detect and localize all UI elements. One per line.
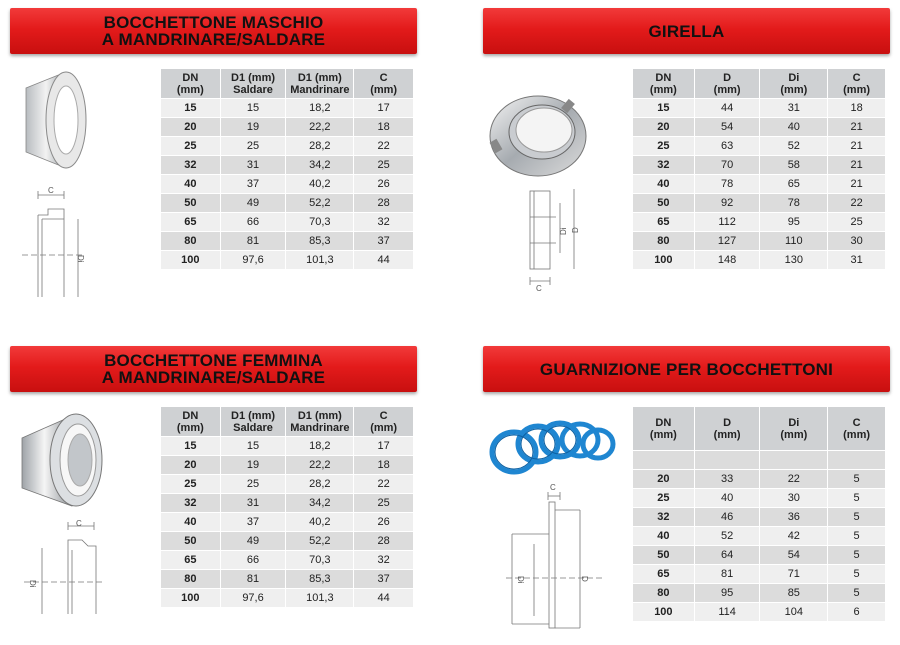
cell: 32	[633, 508, 695, 527]
nut-drawing-label-d: D	[571, 227, 580, 233]
cell: 40	[161, 175, 221, 194]
cell: 20	[161, 118, 221, 137]
cell: 17	[354, 437, 414, 456]
title-guarnizione: GUARNIZIONE PER BOCCHETTONI	[539, 359, 834, 379]
cell: 112	[694, 213, 760, 232]
cell: 50	[633, 546, 695, 565]
banner-maschio	[10, 8, 417, 54]
col-header-d: D (mm)	[694, 69, 760, 99]
table-row	[633, 451, 886, 470]
cell	[760, 451, 828, 470]
cell: 18	[354, 456, 414, 475]
cell: 5	[828, 584, 886, 603]
cell: 18	[828, 99, 886, 118]
table-row	[161, 232, 414, 251]
cell: 81	[220, 570, 286, 589]
col-header-d1-saldare: D1 (mm) Saldare	[220, 69, 286, 99]
cell: 17	[354, 99, 414, 118]
table-row	[161, 589, 414, 608]
cell: 32	[161, 494, 221, 513]
cell: 37	[220, 175, 286, 194]
cell: 52,2	[286, 194, 354, 213]
cell: 36	[760, 508, 828, 527]
table-row	[161, 137, 414, 156]
cell: 32	[354, 213, 414, 232]
cell: 44	[354, 589, 414, 608]
cell: 37	[354, 570, 414, 589]
nut-drawing	[516, 183, 586, 295]
cell: 5	[828, 489, 886, 508]
col-header-dn: DN (mm)	[633, 407, 695, 451]
cell: 65	[633, 213, 695, 232]
cell: 63	[694, 137, 760, 156]
table-row	[161, 532, 414, 551]
cell: 32	[354, 551, 414, 570]
col-header-dn: DN (mm)	[161, 69, 221, 99]
col-header-d1-mandrinare: D1 (mm) Mandrinare	[286, 69, 354, 99]
cell: 101,3	[286, 251, 354, 270]
cell: 50	[633, 194, 695, 213]
cell: 20	[633, 118, 695, 137]
table-femmina	[160, 406, 414, 608]
cell: 15	[220, 99, 286, 118]
table-row	[633, 137, 886, 156]
cell: 40	[633, 527, 695, 546]
cell: 22,2	[286, 118, 354, 137]
cell: 34,2	[286, 494, 354, 513]
cell: 40	[694, 489, 760, 508]
cell: 18	[354, 118, 414, 137]
male-drawing-label-di: Di	[76, 255, 85, 263]
cell: 52,2	[286, 532, 354, 551]
cell: 50	[161, 532, 221, 551]
cell: 19	[220, 118, 286, 137]
cell: 65	[633, 565, 695, 584]
cell: 66	[220, 551, 286, 570]
cell: 65	[760, 175, 828, 194]
cell: 110	[760, 232, 828, 251]
cell: 15	[161, 437, 221, 456]
female-ferrule-drawing	[22, 518, 104, 618]
cell: 21	[828, 175, 886, 194]
cell	[694, 451, 760, 470]
table-guarnizione	[632, 406, 886, 622]
cell: 42	[760, 527, 828, 546]
cell: 26	[354, 175, 414, 194]
table-row	[633, 156, 886, 175]
cell: 95	[760, 213, 828, 232]
cell: 37	[220, 513, 286, 532]
gasket-drawing	[506, 482, 606, 632]
cell: 97,6	[220, 251, 286, 270]
cell: 40	[161, 513, 221, 532]
male-ferrule-photo	[18, 68, 88, 176]
cell: 80	[161, 232, 221, 251]
cell: 26	[354, 513, 414, 532]
table-row	[633, 251, 886, 270]
cell: 85,3	[286, 232, 354, 251]
table-row	[633, 508, 886, 527]
cell: 78	[760, 194, 828, 213]
cell: 31	[828, 251, 886, 270]
cell: 30	[760, 489, 828, 508]
cell: 46	[694, 508, 760, 527]
cell: 44	[694, 99, 760, 118]
table-row	[633, 470, 886, 489]
col-header-dn: DN (mm)	[633, 69, 695, 99]
cell: 100	[161, 251, 221, 270]
table-maschio	[160, 68, 414, 270]
table-row	[633, 584, 886, 603]
table-row	[161, 456, 414, 475]
cell: 80	[161, 570, 221, 589]
cell: 31	[220, 156, 286, 175]
cell: 28	[354, 194, 414, 213]
cell: 31	[220, 494, 286, 513]
cell: 25	[220, 475, 286, 494]
cell: 100	[633, 603, 695, 622]
cell: 28,2	[286, 475, 354, 494]
table-row	[161, 475, 414, 494]
cell: 58	[760, 156, 828, 175]
table-row	[161, 513, 414, 532]
cell: 66	[220, 213, 286, 232]
gasket-drawing-label-c: C	[550, 483, 556, 492]
cell: 32	[161, 156, 221, 175]
table-row	[633, 99, 886, 118]
table-row	[633, 565, 886, 584]
female-drawing-label-di: Di	[28, 580, 37, 588]
male-drawing-label-c: C	[48, 186, 54, 195]
table-row	[161, 251, 414, 270]
cell: 5	[828, 508, 886, 527]
cell: 54	[694, 118, 760, 137]
cell: 15	[633, 99, 695, 118]
title-femmina: BOCCHETTONE FEMMINA A MANDRINARE/SALDARE	[101, 351, 326, 387]
cell: 40,2	[286, 513, 354, 532]
table-girella	[632, 68, 886, 270]
cell: 25	[220, 137, 286, 156]
cell: 28	[354, 532, 414, 551]
cell: 114	[694, 603, 760, 622]
cell: 40	[760, 118, 828, 137]
cell: 97,6	[220, 589, 286, 608]
cell: 52	[760, 137, 828, 156]
col-header-di: Di (mm)	[760, 407, 828, 451]
cell: 25	[354, 494, 414, 513]
cell: 25	[633, 489, 695, 508]
cell: 127	[694, 232, 760, 251]
nut-drawing-label-c: C	[536, 284, 542, 293]
banner-girella	[483, 8, 890, 54]
cell: 78	[694, 175, 760, 194]
cell: 6	[828, 603, 886, 622]
cell: 64	[694, 546, 760, 565]
cell: 40,2	[286, 175, 354, 194]
cell: 15	[161, 99, 221, 118]
table-row	[633, 175, 886, 194]
table-row	[633, 118, 886, 137]
female-drawing-label-c: C	[76, 519, 82, 528]
cell: 85,3	[286, 570, 354, 589]
cell: 25	[633, 137, 695, 156]
table-row	[161, 494, 414, 513]
cell: 22	[354, 475, 414, 494]
cell: 5	[828, 470, 886, 489]
cell: 32	[633, 156, 695, 175]
cell: 20	[161, 456, 221, 475]
cell: 100	[633, 251, 695, 270]
title-maschio: BOCCHETTONE MASCHIO A MANDRINARE/SALDARE	[101, 13, 326, 49]
col-header-di: Di (mm)	[760, 69, 828, 99]
cell: 25	[354, 156, 414, 175]
col-header-dn: DN (mm)	[161, 407, 221, 437]
cell: 80	[633, 584, 695, 603]
cell: 54	[760, 546, 828, 565]
table-row	[633, 527, 886, 546]
cell: 28,2	[286, 137, 354, 156]
cell: 25	[161, 475, 221, 494]
cell: 37	[354, 232, 414, 251]
cell: 80	[633, 232, 695, 251]
cell: 15	[220, 437, 286, 456]
cell: 81	[220, 232, 286, 251]
cell: 65	[161, 551, 221, 570]
col-header-c: C (mm)	[354, 69, 414, 99]
cell: 50	[161, 194, 221, 213]
cell: 65	[161, 213, 221, 232]
table-row	[633, 546, 886, 565]
col-header-d1-mandrinare: D1 (mm) Mandrinare	[286, 407, 354, 437]
cell: 70	[694, 156, 760, 175]
cell: 22	[354, 137, 414, 156]
cell: 81	[694, 565, 760, 584]
cell: 31	[760, 99, 828, 118]
cell: 100	[161, 589, 221, 608]
cell: 33	[694, 470, 760, 489]
cell: 95	[694, 584, 760, 603]
cell: 44	[354, 251, 414, 270]
cell: 71	[760, 565, 828, 584]
table-row	[633, 489, 886, 508]
table-row	[161, 570, 414, 589]
cell: 70,3	[286, 213, 354, 232]
banner-guarnizione	[483, 346, 890, 392]
gasket-drawing-label-d: D	[580, 576, 589, 582]
table-row	[161, 213, 414, 232]
gasket-drawing-label-di: Di	[516, 576, 525, 584]
cell: 5	[828, 546, 886, 565]
col-header-d: D (mm)	[694, 407, 760, 451]
nut-photo	[482, 78, 594, 184]
cell: 22	[760, 470, 828, 489]
cell: 52	[694, 527, 760, 546]
cell: 85	[760, 584, 828, 603]
cell: 25	[828, 213, 886, 232]
table-row	[161, 118, 414, 137]
cell: 18,2	[286, 99, 354, 118]
cell: 92	[694, 194, 760, 213]
cell: 19	[220, 456, 286, 475]
table-row	[633, 213, 886, 232]
cell: 40	[633, 175, 695, 194]
cell: 22,2	[286, 456, 354, 475]
title-girella: GIRELLA	[648, 21, 725, 41]
table-row	[161, 194, 414, 213]
cell: 18,2	[286, 437, 354, 456]
female-ferrule-photo	[16, 408, 108, 514]
cell: 25	[161, 137, 221, 156]
cell: 34,2	[286, 156, 354, 175]
cell: 5	[828, 527, 886, 546]
table-row	[161, 99, 414, 118]
nut-drawing-label-di: Di	[559, 227, 568, 235]
table-row	[161, 437, 414, 456]
table-row	[161, 551, 414, 570]
cell	[633, 451, 695, 470]
male-ferrule-drawing	[20, 185, 90, 303]
cell: 5	[828, 565, 886, 584]
cell	[828, 451, 886, 470]
cell: 20	[633, 470, 695, 489]
table-row	[633, 194, 886, 213]
gaskets-photo	[486, 414, 616, 480]
cell: 104	[760, 603, 828, 622]
table-row	[161, 156, 414, 175]
cell: 49	[220, 194, 286, 213]
table-row	[161, 175, 414, 194]
cell: 21	[828, 118, 886, 137]
table-row	[633, 232, 886, 251]
col-header-c: C (mm)	[354, 407, 414, 437]
col-header-d1-saldare: D1 (mm) Saldare	[220, 407, 286, 437]
cell: 70,3	[286, 551, 354, 570]
cell: 148	[694, 251, 760, 270]
cell: 49	[220, 532, 286, 551]
cell: 30	[828, 232, 886, 251]
cell: 22	[828, 194, 886, 213]
banner-femmina	[10, 346, 417, 392]
cell: 130	[760, 251, 828, 270]
cell: 21	[828, 156, 886, 175]
col-header-c: C (mm)	[828, 69, 886, 99]
table-row	[633, 603, 886, 622]
cell: 21	[828, 137, 886, 156]
cell: 101,3	[286, 589, 354, 608]
col-header-c: C (mm)	[828, 407, 886, 451]
